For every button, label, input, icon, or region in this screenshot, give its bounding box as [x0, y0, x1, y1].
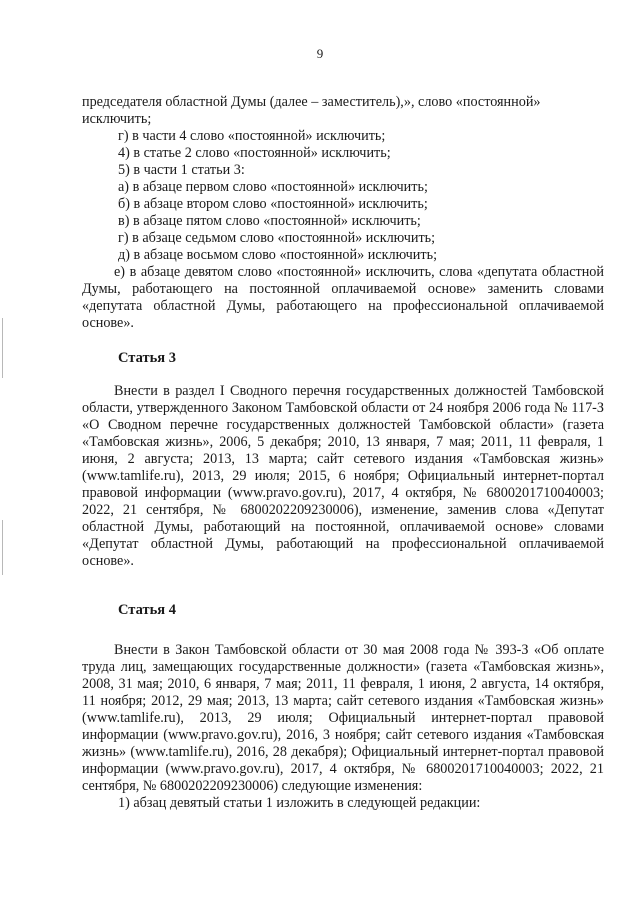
article-3-text: Внести в раздел I Сводного перечня государственных должностей Тамбовской области, утвержденного Законом Тамбовской области от 24 ноября 2006 года № 117-З «О Сводном перечне государственных должностей Тамбовской области» (газета «Тамбовская жизнь», 2006, 5 декабря; 2010, 13 января, 7 мая; 2011, 11 февраля, 1 июня, 2 августа; 2013, 13 марта; сайт сетевого издания «Тамбовская жизнь» (www.tamlife.ru), 2013, 29 июля; 2015, 6 ноября; Официальный интернет-портал правовой информации (www.pravo.gov.ru), 2017, 4 октября, № 6800201710040003; 2022, 21 сентября, № 6800202209230006), изменение, заменив слова «Депутат областной Думы, работающий на постоянной, оплачиваемой основе» словами «Депутат областной Думы, работающий на профессиональной оплачиваемой основе».	[82, 383, 604, 569]
intro-line: председателя областной Думы (далее – заместитель),», слово «постоянной»	[82, 94, 541, 110]
scan-edge	[2, 520, 3, 575]
list-item: а) в абзаце первом слово «постоянной» исключить;	[118, 179, 428, 195]
list-item-e: е) в абзаце девятом слово «постоянной» исключить, слова «депутата областной Думы, работающего на постоянной оплачиваемой основе» заменить словами «депутата областной Думы, работающего на профессиональной оплачиваемой основе».	[82, 264, 604, 331]
article-4-text: Внести в Закон Тамбовской области от 30 мая 2008 года № 393-З «Об оплате труда лиц, замещающих государственные должности» (газета «Тамбовская жизнь», 2008, 31 мая; 2010, 6 января, 7 мая; 2011, 11 февраля, 1 июня, 2 августа, 14 октября, 11 ноября; 2012, 29 мая; 2013, 13 марта; сайт сетевого издания «Тамбовская жизнь» (www.tamlife.ru), 2013, 29 июля; Официальный интернет-портал правовой информации (www.pravo.gov.ru), 2016, 3 ноября; сайт сетевого издания «Тамбовская жизнь» (www.tamlife.ru), 2016, 28 декабря); Официальный интернет-портал правовой информации (www.pravo.gov.ru), 2017, 4 октября, № 6800201710040003; 2022, 21 сентября, № 6800202209230006) следующие изменения:	[82, 642, 604, 794]
list-item: в) в абзаце пятом слово «постоянной» исключить;	[118, 213, 421, 229]
page-number: 9	[316, 46, 324, 61]
amendments-block	[82, 94, 604, 332]
article-4-item-1: 1) абзац девятый статьи 1 изложить в следующей редакции:	[118, 795, 481, 811]
list-item: г) в части 4 слово «постоянной» исключить;	[118, 128, 386, 144]
scan-edge	[2, 318, 3, 378]
intro-line: исключить;	[82, 111, 152, 127]
article-3-heading: Статья 3	[118, 350, 176, 366]
list-item: б) в абзаце втором слово «постоянной» исключить;	[118, 196, 428, 212]
article-4-body	[82, 642, 604, 812]
list-item: г) в абзаце седьмом слово «постоянной» исключить;	[118, 230, 436, 246]
article-3-body	[82, 383, 604, 570]
list-item: 5) в части 1 статьи 3:	[118, 162, 245, 178]
article-4-heading: Статья 4	[118, 602, 176, 618]
list-item: 4) в статье 2 слово «постоянной» исключить;	[118, 145, 391, 161]
list-item: д) в абзаце восьмом слово «постоянной» исключить;	[118, 247, 438, 263]
